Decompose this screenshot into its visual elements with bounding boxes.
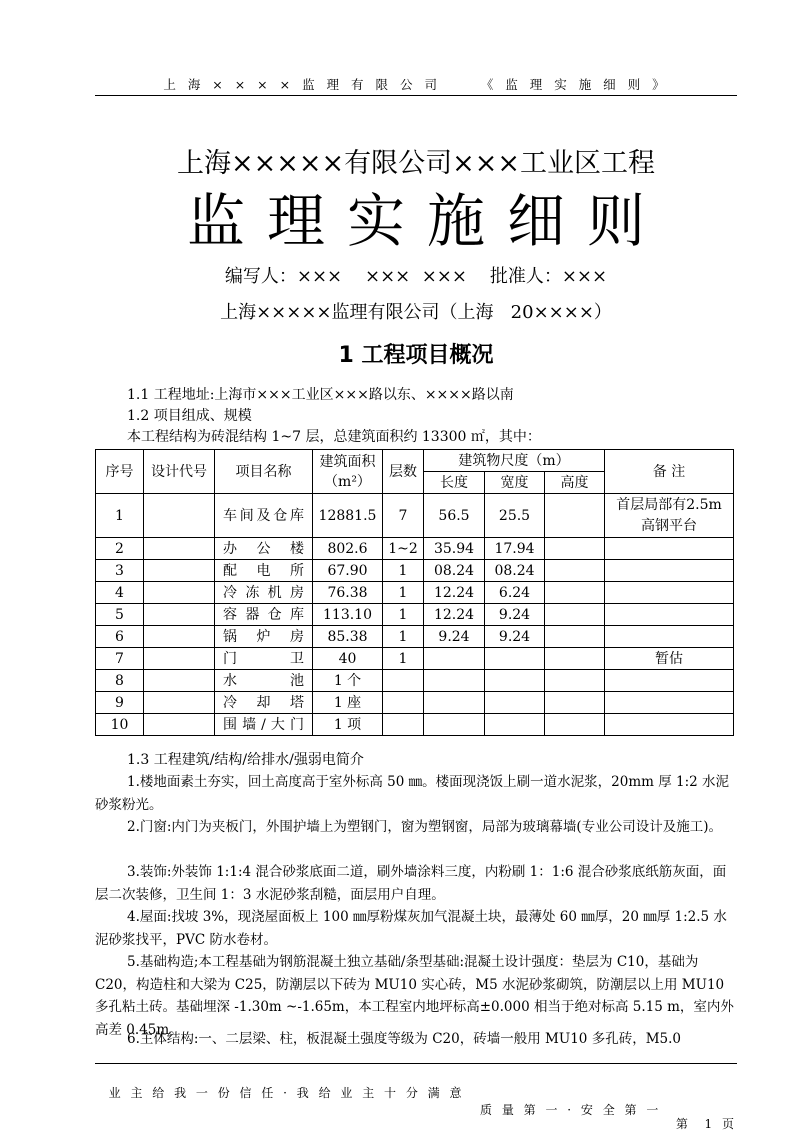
cell-hei <box>545 648 605 670</box>
cell-wid: 9.24 <box>485 626 545 648</box>
cell-no: 6 <box>96 626 144 648</box>
cell-name: 门卫 <box>215 648 313 670</box>
cell-no: 5 <box>96 604 144 626</box>
cell-code <box>144 670 215 692</box>
cell-len: 9.24 <box>424 626 485 648</box>
cell-area: 1 个 <box>313 670 383 692</box>
cell-name: 配电所 <box>215 560 313 582</box>
page-footer <box>95 1070 737 1129</box>
section-1-heading: 1 工程项目概况 <box>338 343 494 368</box>
cell-floors <box>383 692 424 714</box>
cell-no: 4 <box>96 582 144 604</box>
cell-len <box>424 670 485 692</box>
header-height: 高度 <box>545 472 605 494</box>
cell-area: 113.10 <box>313 604 383 626</box>
cell-note: 首层局部有2.5m 高钢平台 <box>605 494 734 538</box>
header-note: 备 注 <box>605 450 734 494</box>
cell-name: 冷冻机房 <box>215 582 313 604</box>
cell-note <box>605 626 734 648</box>
cell-no: 1 <box>96 494 144 538</box>
cell-no: 3 <box>96 560 144 582</box>
cell-note <box>605 560 734 582</box>
section-1-2-desc: 本工程结构为砖混结构 1~7 层，总建筑面积约 13300 ㎡，其中： <box>127 429 541 445</box>
table-row <box>96 692 734 714</box>
cell-area: 12881.5 <box>313 494 383 538</box>
header-length: 长度 <box>424 472 485 494</box>
header-floors: 层数 <box>383 450 424 494</box>
cell-no: 7 <box>96 648 144 670</box>
table-row <box>96 604 734 626</box>
footer-slogan: 业 主 给 我 一 份 信 任 · 我 给 业 主 十 分 满 意 <box>108 1086 465 1100</box>
cell-len <box>424 714 485 736</box>
header-dims: 建筑物尺度（m） <box>424 450 605 472</box>
cell-floors <box>383 714 424 736</box>
cell-name: 办公楼 <box>215 538 313 560</box>
cell-area: 76.38 <box>313 582 383 604</box>
cell-code <box>144 538 215 560</box>
cell-wid: 6.24 <box>485 582 545 604</box>
cell-wid: 17.94 <box>485 538 545 560</box>
cell-code <box>144 560 215 582</box>
cell-code <box>144 714 215 736</box>
cell-area: 40 <box>313 648 383 670</box>
cell-name: 车间及仓库 <box>215 494 313 538</box>
cell-code <box>144 494 215 538</box>
cell-no: 8 <box>96 670 144 692</box>
cell-floors: 1~2 <box>383 538 424 560</box>
company-line: 上海×××××监理有限公司（上海 20××××） <box>220 302 612 323</box>
paragraph-2: 2.门窗:内门为夹板门，外围护墙上为塑钢门，窗为塑钢窗，局部为玻璃幕墙(专业公司设计及施工)。 <box>127 819 722 835</box>
section-1-1: 1.1 工程地址:上海市×××工业区×××路以东、××××路以南 <box>127 387 514 403</box>
header-no: 序号 <box>96 450 144 494</box>
cell-area: 85.38 <box>313 626 383 648</box>
paragraph-4: 4.屋面:找坡 3%，现浇屋面板上 100 ㎜厚粉煤灰加气混凝土块，最薄处 60 ㎜厚，20 ㎜厚 1:2.5 水泥砂浆找平，PVC 防水卷材。 <box>95 909 727 948</box>
cell-name: 围墙/大门 <box>215 714 313 736</box>
cell-no: 2 <box>96 538 144 560</box>
cell-len: 08.24 <box>424 560 485 582</box>
cell-wid <box>485 648 545 670</box>
cell-no: 9 <box>96 692 144 714</box>
cell-code <box>144 604 215 626</box>
table-row <box>96 714 734 736</box>
cell-len: 56.5 <box>424 494 485 538</box>
cell-name: 冷却塔 <box>215 692 313 714</box>
footer-rule <box>95 1063 737 1064</box>
cell-floors <box>383 670 424 692</box>
cell-name: 锅炉房 <box>215 626 313 648</box>
paragraph-3: 3.装饰:外装饰 1:1:4 混合砂浆底面二道，刷外墙涂料三度，内粉刷 1：1:6 混合砂浆底纸筋灰面，面层二次装修，卫生间 1：3 水泥砂浆刮糙，面层用户自理。 <box>95 864 727 903</box>
cell-len: 12.24 <box>424 604 485 626</box>
cell-name: 容器仓库 <box>215 604 313 626</box>
cell-hei <box>545 626 605 648</box>
cell-area: 1 项 <box>313 714 383 736</box>
cell-wid: 25.5 <box>485 494 545 538</box>
cell-no: 10 <box>96 714 144 736</box>
cell-note <box>605 692 734 714</box>
cell-len <box>424 648 485 670</box>
table-row <box>96 560 734 582</box>
cell-area: 802.6 <box>313 538 383 560</box>
cell-len: 12.24 <box>424 582 485 604</box>
cell-note <box>605 714 734 736</box>
table-row <box>96 670 734 692</box>
footer-page-number: 第 1 页 <box>675 1117 737 1131</box>
section-1-2: 1.2 项目组成、规模 <box>127 408 252 424</box>
cell-floors: 1 <box>383 560 424 582</box>
cell-hei <box>545 494 605 538</box>
cell-code <box>144 582 215 604</box>
cell-code <box>144 692 215 714</box>
cell-hei <box>545 670 605 692</box>
cell-code <box>144 626 215 648</box>
document-title: 监理实施细则 <box>186 187 667 255</box>
project-table <box>95 449 734 736</box>
cell-hei <box>545 582 605 604</box>
cell-hei <box>545 560 605 582</box>
footer-quality: 质 量 第 一 · 安 全 第 一 <box>480 1103 662 1117</box>
cell-note <box>605 604 734 626</box>
cell-wid <box>485 670 545 692</box>
cell-len: 35.94 <box>424 538 485 560</box>
cell-floors: 1 <box>383 604 424 626</box>
cell-note <box>605 538 734 560</box>
cell-floors: 1 <box>383 582 424 604</box>
cell-wid <box>485 692 545 714</box>
header-name: 项目名称 <box>215 450 313 494</box>
table-row <box>96 494 734 538</box>
section-1-3: 1.3 工程建筑/结构/给排水/强弱电简介 <box>127 752 364 768</box>
cell-note: 暂估 <box>605 648 734 670</box>
header-code: 设计代号 <box>144 450 215 494</box>
table-row <box>96 626 734 648</box>
cell-note <box>605 670 734 692</box>
cell-len <box>424 692 485 714</box>
cell-name: 水池 <box>215 670 313 692</box>
cell-note <box>605 582 734 604</box>
cell-hei <box>545 692 605 714</box>
cell-hei <box>545 538 605 560</box>
cell-wid: 9.24 <box>485 604 545 626</box>
page-header: 上 海 × × × × 监 理 有 限 公 司 《 监 理 实 施 细 则 》 <box>163 77 669 92</box>
cell-hei <box>545 604 605 626</box>
cell-floors: 7 <box>383 494 424 538</box>
table-row <box>96 648 734 670</box>
paragraph-6: 6.主体结构:一、二层梁、柱，板混凝土强度等级为 C20，砖墙一般用 MU10 多孔砖，M5.0 <box>127 1031 681 1047</box>
paragraph-1: 1.楼地面素土夯实，回土高度高于室外标高 50 ㎜。楼面现浇饭上刷一道水泥浆，20mm 厚 1:2 水泥砂浆粉光。 <box>95 774 730 813</box>
cell-floors: 1 <box>383 626 424 648</box>
cell-area: 1 座 <box>313 692 383 714</box>
cell-floors: 1 <box>383 648 424 670</box>
table-row <box>96 582 734 604</box>
document-subtitle: 上海×××××有限公司×××工业区工程 <box>177 148 655 179</box>
cell-wid <box>485 714 545 736</box>
authors-line: 编写人：××× ××× ××× 批准人：××× <box>224 266 608 287</box>
cell-wid: 08.24 <box>485 560 545 582</box>
header-rule <box>95 95 737 96</box>
paragraph-5: 5.基础构造;本工程基础为钢筋混凝土独立基础/条型基础:混凝土设计强度：垫层为 C10，基础为 C20，构造柱和大梁为 C25，防潮层以下砖为 MU10 实心砖，M5 水泥砂浆砌筑，防潮层以上用 MU10 多孔粘土砖。基础埋深 -1.30m ~-1.65m，本工程室内地坪标高±0.000 相当于绝对标高 5.15 m，室内外高差 0.45m。 <box>95 954 734 1038</box>
header-width: 宽度 <box>485 472 545 494</box>
header-area: 建筑面积（m²） <box>313 450 383 494</box>
cell-code <box>144 648 215 670</box>
cell-area: 67.90 <box>313 560 383 582</box>
cell-hei <box>545 714 605 736</box>
table-row <box>96 538 734 560</box>
